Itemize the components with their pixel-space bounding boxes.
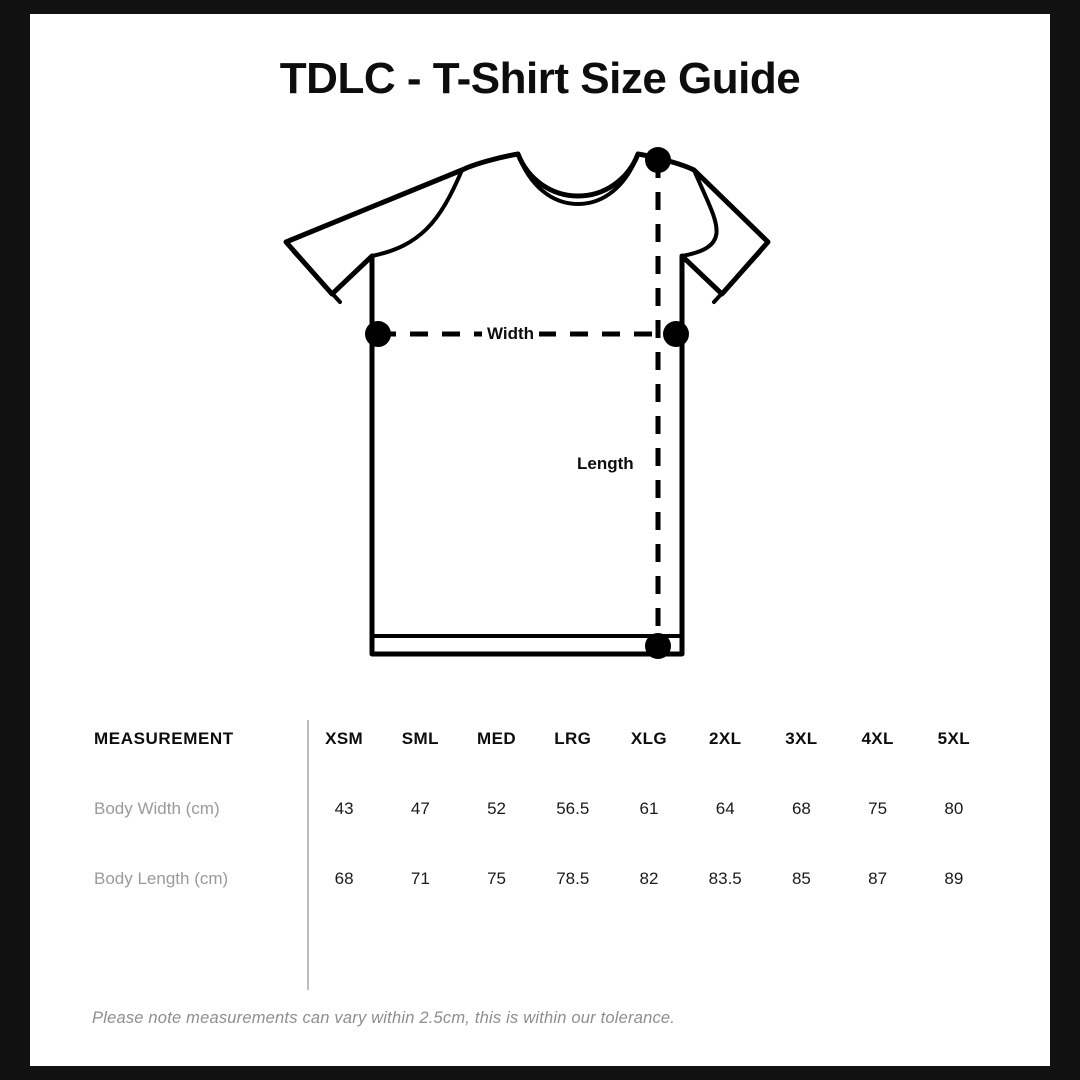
width-right-point bbox=[663, 321, 689, 347]
tolerance-note: Please note measurements can vary within 2.5cm, this is within our tolerance. bbox=[92, 1009, 676, 1027]
table-row bbox=[92, 844, 992, 914]
size-header-5xl: 5XL bbox=[937, 729, 971, 748]
length-label: Length bbox=[572, 454, 639, 474]
size-table bbox=[92, 704, 992, 914]
size-header-2xl: 2XL bbox=[709, 729, 742, 748]
body-width-xlg: 61 bbox=[639, 799, 659, 818]
measurement-header: MEASUREMENT bbox=[94, 729, 234, 748]
table-row bbox=[92, 774, 992, 844]
size-header-sml: SML bbox=[401, 729, 439, 748]
body-width-2xl: 64 bbox=[715, 799, 735, 818]
tshirt-diagram bbox=[260, 124, 820, 694]
table-header-row bbox=[92, 704, 992, 774]
row-label-body-width: Body Width (cm) bbox=[94, 799, 220, 818]
size-header-med: MED bbox=[477, 729, 517, 748]
body-width-med: 52 bbox=[487, 799, 506, 818]
size-table-area bbox=[92, 704, 992, 1004]
width-left-point bbox=[365, 321, 391, 347]
body-length-5xl: 89 bbox=[944, 869, 964, 888]
body-length-sml: 71 bbox=[410, 869, 430, 888]
body-length-2xl: 83.5 bbox=[708, 869, 742, 888]
size-guide-card bbox=[30, 14, 1050, 1066]
size-header-3xl: 3XL bbox=[785, 729, 818, 748]
size-header-xsm: XSM bbox=[325, 729, 364, 748]
body-length-xlg: 82 bbox=[639, 869, 659, 888]
page-title: TDLC - T-Shirt Size Guide bbox=[279, 54, 801, 103]
body-length-xsm: 68 bbox=[334, 869, 354, 888]
table-divider bbox=[307, 720, 309, 990]
tshirt-svg bbox=[260, 124, 820, 694]
body-width-lrg: 56.5 bbox=[556, 799, 590, 818]
body-width-xsm: 43 bbox=[334, 799, 354, 818]
size-header-lrg: LRG bbox=[554, 729, 592, 748]
row-label-body-length: Body Length (cm) bbox=[94, 869, 229, 888]
length-top-point bbox=[645, 147, 671, 173]
body-length-4xl: 87 bbox=[868, 869, 888, 888]
size-header-4xl: 4XL bbox=[861, 729, 894, 748]
body-width-4xl: 75 bbox=[868, 799, 888, 818]
width-label: Width bbox=[482, 324, 539, 344]
length-bottom-point bbox=[645, 633, 671, 659]
body-length-med: 75 bbox=[487, 869, 506, 888]
size-header-xlg: XLG bbox=[630, 729, 668, 748]
body-length-3xl: 85 bbox=[791, 869, 811, 888]
body-width-3xl: 68 bbox=[791, 799, 811, 818]
body-length-lrg: 78.5 bbox=[556, 869, 590, 888]
body-width-5xl: 80 bbox=[944, 799, 964, 818]
body-width-sml: 47 bbox=[410, 799, 430, 818]
